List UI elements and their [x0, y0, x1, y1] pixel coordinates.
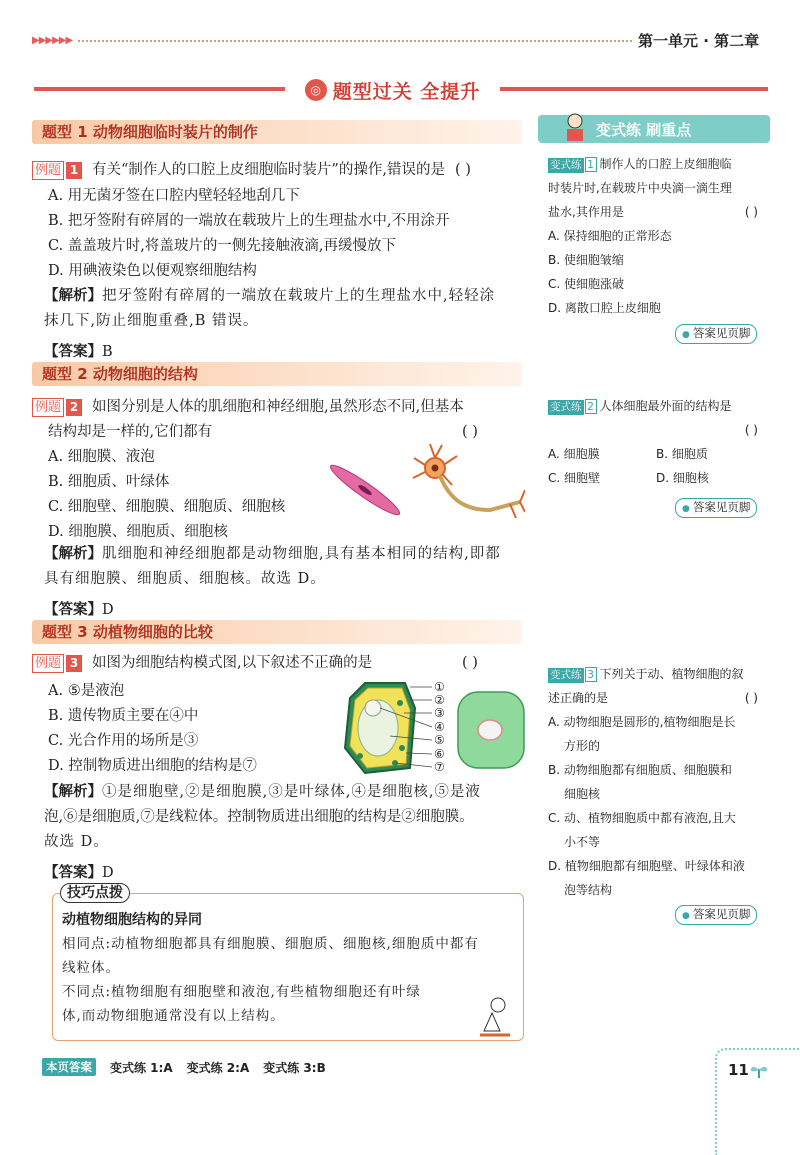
header-decoration [32, 35, 632, 46]
variant-line: 时装片时,在载玻片中央滴一滴生理 [548, 181, 732, 195]
variant-paren: ( ) [744, 205, 758, 219]
animal-nucleus [478, 720, 502, 740]
example-3-options [48, 679, 257, 779]
page-answers [42, 1058, 326, 1076]
variant-option-cont: 方形的 [564, 739, 601, 753]
variant-1 [548, 152, 768, 320]
right-column-header [538, 115, 770, 143]
variant-option: C. 动、植物细胞质中都有液泡,且大 [548, 811, 736, 825]
see-answer-button[interactable]: ● 答案见页脚 [675, 498, 757, 518]
diagram-label: ② [434, 693, 445, 707]
option-c: C. 光合作用的场所是③ [48, 733, 199, 749]
example-2-options [48, 445, 285, 545]
question-text-cont: 结构却是一样的,它们都有 [48, 424, 213, 440]
variant-option: B. 细胞质 [656, 447, 708, 461]
example-3-question [32, 651, 372, 676]
answer-paren: ( ) [455, 162, 471, 178]
answer-paren: ( ) [462, 655, 478, 671]
student-icon [560, 111, 590, 141]
page-title [285, 76, 500, 104]
variant-number: 2 [585, 399, 597, 414]
variant-option-cont: 细胞核 [564, 787, 601, 801]
see-answer-button[interactable]: ● 答案见页脚 [675, 905, 757, 925]
diagram-label: ⑥ [434, 747, 445, 761]
diagram-label: ① [434, 680, 445, 694]
example-2-question [32, 395, 464, 420]
plant-nucleus [365, 700, 381, 716]
option-c: C. 细胞壁、细胞膜、细胞质、细胞核 [48, 499, 286, 515]
example-1-options [48, 184, 449, 284]
option-d: D. 用碘液染色以便观察细胞结构 [48, 263, 257, 279]
variant-option: B. 使细胞皱缩 [548, 253, 624, 267]
section-2-heading: 题型 2 动物细胞的结构 [32, 362, 522, 386]
diagram-label: ④ [434, 720, 445, 734]
variant-option: C. 细胞壁 [548, 471, 601, 485]
example-tag: 例题 [32, 161, 64, 180]
example-1-analysis [44, 284, 524, 365]
option-c: C. 盖盖玻片时,将盖玻片的一侧先接触液滴,再缓慢放下 [48, 238, 397, 254]
variant-2 [548, 394, 768, 490]
example-3-analysis [44, 780, 528, 886]
variant-paren: ( ) [744, 423, 758, 437]
question-text: 如图为细胞结构模式图,以下叙述不正确的是 [92, 655, 373, 671]
analysis-label: 【解析】 [44, 546, 102, 562]
variant-option: D. 植物细胞都有细胞壁、叶绿体和液 [548, 859, 745, 873]
option-a: A. ⑤是液泡 [48, 683, 125, 699]
example-number: 2 [66, 399, 82, 416]
example-tag: 例题 [32, 654, 64, 673]
right-column-title: 变式练 刷重点 [596, 120, 692, 139]
question-text: 有关“制作人的口腔上皮细胞临时装片”的操作,错误的是 [92, 162, 445, 178]
analysis-label: 【解析】 [44, 784, 102, 800]
example-1-question [32, 158, 445, 183]
variant-3 [548, 662, 768, 902]
tip-title: 动植物细胞结构的异同 [62, 912, 202, 928]
tip-line: 体,而动物细胞通常没有以上结构。 [62, 1008, 285, 1024]
analysis-line: 泡,⑥是细胞质,⑦是线粒体。控制物质进出细胞的结构是②细胞膜。 [44, 809, 474, 825]
answer-label: 【答案】 [44, 865, 102, 881]
sprout-icon [748, 1062, 770, 1080]
variant-number: 3 [585, 667, 597, 682]
nerve-cell [413, 444, 525, 518]
diagram-label: ⑤ [434, 733, 445, 747]
answer-value: B [102, 344, 113, 360]
page-answers-label: 本页答案 [42, 1058, 96, 1076]
option-b: B. 把牙签附有碎屑的一端放在载玻片上的生理盐水中,不用涂开 [48, 213, 450, 229]
analysis-line: 肌细胞和神经细胞都是动物细胞,具有基本相同的结构,即都 [102, 546, 501, 562]
section-3-heading: 题型 3 动植物细胞的比较 [32, 620, 522, 644]
muscle-nerve-cell-diagram [330, 440, 525, 530]
cell-structure-diagram [340, 678, 530, 776]
page-answer-item: 变式练 1:A [110, 1060, 173, 1075]
variant-option: A. 动物细胞是圆形的,植物细胞是长 [548, 715, 736, 729]
variant-tag: 变式练 [550, 669, 582, 681]
option-b: B. 细胞质、叶绿体 [48, 474, 170, 490]
answer-value: D [102, 865, 114, 881]
variant-option: A. 保持细胞的正常形态 [548, 229, 672, 243]
variant-option: C. 使细胞涨破 [548, 277, 625, 291]
tip-line: 线粒体。 [62, 960, 120, 976]
variant-tag: 变式练 [550, 159, 582, 171]
variant-option: D. 细胞核 [656, 471, 709, 485]
analysis-line: 故选 D。 [44, 834, 109, 850]
variant-line: 制作人的口腔上皮细胞临 [599, 157, 732, 171]
answer-paren: ( ) [462, 424, 478, 440]
answer-label: 【答案】 [44, 344, 102, 360]
nerve-nucleus [432, 465, 439, 472]
tip-line: 相同点:动植物细胞都具有细胞膜、细胞质、细胞核,细胞质中都有 [62, 936, 479, 952]
page-title-text: 题型过关 全提升 [332, 80, 481, 103]
page-number: 11 [728, 1061, 749, 1079]
variant-paren: ( ) [744, 691, 758, 705]
see-answer-button[interactable]: ● 答案见页脚 [675, 324, 757, 344]
analysis-line: 抹几下,防止细胞重叠,B 错误。 [44, 313, 259, 329]
example-2-analysis [44, 542, 524, 623]
variant-option-cont: 小不等 [564, 835, 601, 849]
option-a: A. 细胞膜、液泡 [48, 449, 155, 465]
variant-line: 盐水,其作用是 [548, 205, 624, 219]
analysis-line: 具有细胞膜、细胞质、细胞核。故选 D。 [44, 571, 326, 587]
arrow-decoration-icon: ▶▶▶▶▶▶ [32, 35, 73, 46]
answer-value: D [102, 602, 114, 618]
section-1-heading: 题型 1 动物细胞临时装片的制作 [32, 120, 522, 144]
analysis-label: 【解析】 [44, 288, 102, 304]
variant-line: 述正确的是 [548, 691, 609, 705]
diagram-label: ③ [434, 706, 445, 720]
tip-label: 技巧点拨 [60, 883, 130, 903]
tip-body [62, 932, 522, 1028]
variant-line: 下列关于动、植物细胞的叙 [599, 667, 744, 681]
variant-option-cont: 泡等结构 [564, 883, 613, 897]
variant-tag: 变式练 [550, 401, 582, 413]
page-answer-item: 变式练 3:B [263, 1060, 326, 1075]
option-a: A. 用无菌牙签在口腔内壁轻轻地刮几下 [48, 188, 300, 204]
analysis-line: 把牙签附有碎屑的一端放在载玻片上的生理盐水中,轻轻涂 [102, 288, 496, 304]
page-answer-item: 变式练 2:A [186, 1060, 250, 1075]
option-d: D. 控制物质进出细胞的结构是⑦ [48, 758, 257, 774]
variant-option: D. 离散口腔上皮细胞 [548, 301, 661, 315]
question-text: 如图分别是人体的肌细胞和神经细胞,虽然形态不同,但基本 [92, 399, 464, 415]
variant-line: 人体细胞最外面的结构是 [599, 399, 732, 413]
example-number: 1 [66, 162, 82, 179]
diagram-label: ⑦ [434, 760, 445, 774]
chapter-title: 第一单元 · 第二章 [638, 32, 760, 50]
variant-number: 1 [585, 157, 597, 172]
target-icon: ◎ [305, 79, 327, 101]
example-number: 3 [66, 655, 82, 672]
variant-option: A. 细胞膜 [548, 447, 600, 461]
tip-line: 不同点:植物细胞有细胞壁和液泡,有些植物细胞还有叶绿 [62, 984, 421, 1000]
answer-label: 【答案】 [44, 602, 102, 618]
cartoon-character-icon [470, 995, 520, 1041]
variant-option: B. 动物细胞都有细胞质、细胞膜和 [548, 763, 732, 777]
option-b: B. 遗传物质主要在④中 [48, 708, 199, 724]
option-d: D. 细胞膜、细胞质、细胞核 [48, 524, 228, 540]
example-tag: 例题 [32, 398, 64, 417]
analysis-line: ①是细胞壁,②是细胞膜,③是叶绿体,④是细胞核,⑤是液 [102, 784, 481, 800]
